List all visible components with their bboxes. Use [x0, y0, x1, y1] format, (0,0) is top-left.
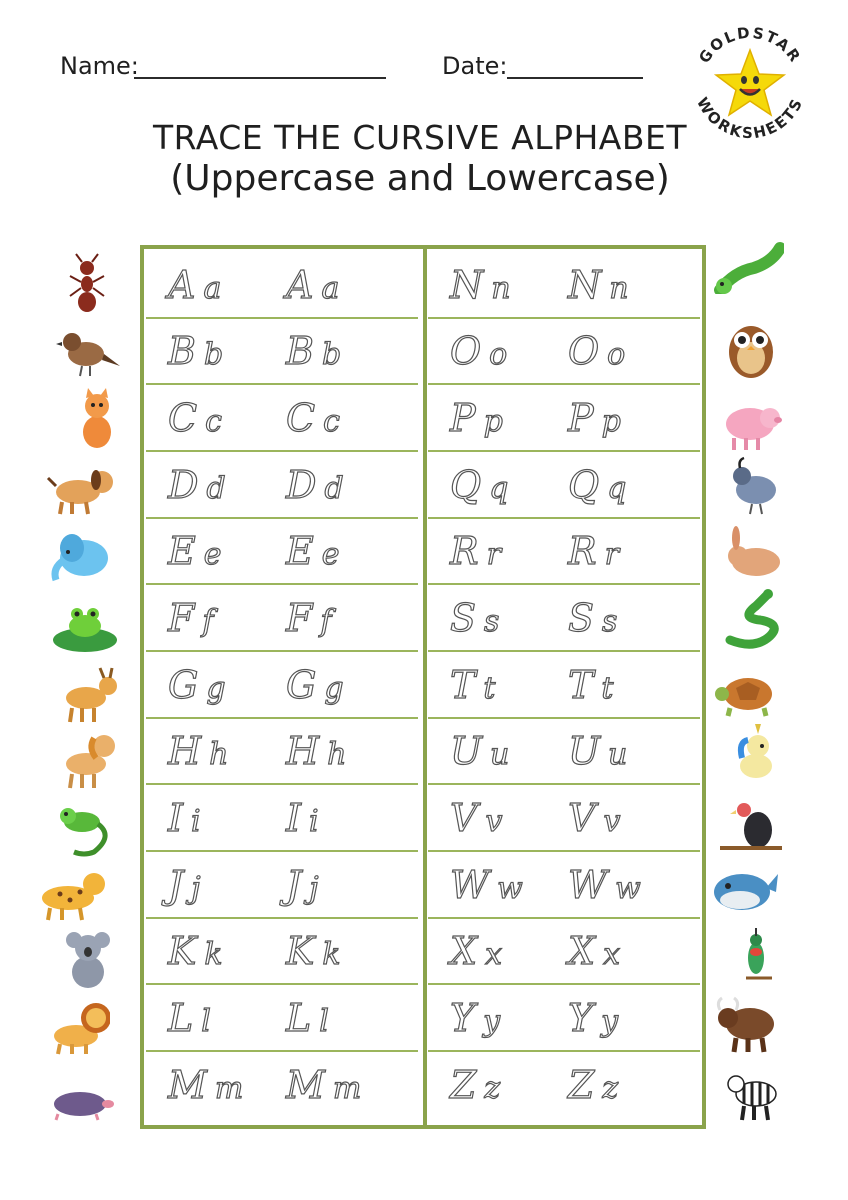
letter-row-j: [146, 855, 418, 919]
trace-n-2[interactable]: N n: [568, 263, 633, 307]
trace-y-2[interactable]: Y y: [568, 996, 623, 1040]
trace-a-1[interactable]: A a: [168, 263, 226, 307]
letter-row-a: [146, 255, 418, 319]
trace-b-2[interactable]: B b: [286, 329, 346, 373]
trace-b-1[interactable]: B b: [168, 329, 228, 373]
trace-c-2[interactable]: C c: [286, 396, 344, 440]
letter-row-g: [146, 655, 418, 719]
unicorn-icon: [720, 724, 790, 786]
letter-row-r: [428, 521, 700, 585]
letter-row-h: [146, 721, 418, 785]
newt-icon: [714, 232, 784, 294]
column-divider: [423, 249, 427, 1125]
trace-x-2[interactable]: X x: [568, 929, 624, 973]
mole-icon: [46, 1070, 116, 1132]
letter-row-p: [428, 388, 700, 452]
trace-z-1[interactable]: Z z: [450, 1063, 505, 1107]
cat-icon: [62, 388, 132, 450]
quail-icon: [720, 456, 790, 518]
trace-z-2[interactable]: Z z: [568, 1063, 623, 1107]
trace-k-1[interactable]: K k: [168, 929, 227, 973]
date-label: Date:: [442, 52, 508, 80]
trace-g-2[interactable]: G g: [286, 663, 348, 707]
trace-f-1[interactable]: F f: [168, 596, 218, 640]
letter-row-f: [146, 588, 418, 652]
trace-s-1[interactable]: S s: [450, 596, 504, 640]
snake-icon: [720, 588, 790, 650]
whale-icon: [710, 856, 780, 918]
trace-v-2[interactable]: V v: [568, 796, 625, 840]
letter-row-e: [146, 521, 418, 585]
trace-y-1[interactable]: Y y: [450, 996, 505, 1040]
trace-f-2[interactable]: F f: [286, 596, 336, 640]
trace-g-1[interactable]: G g: [168, 663, 230, 707]
letter-row-x: [428, 921, 700, 985]
trace-h-1[interactable]: H h: [168, 729, 233, 773]
star-icon: [716, 50, 784, 115]
trace-d-1[interactable]: D d: [168, 463, 230, 507]
trace-q-2[interactable]: Q q: [568, 463, 631, 507]
trace-i-2[interactable]: I i: [286, 796, 323, 840]
letter-row-w: [428, 855, 700, 919]
trace-j-1[interactable]: J j: [168, 863, 205, 907]
letters-column-n-z: [428, 255, 700, 1121]
trace-w-2[interactable]: W w: [568, 863, 645, 907]
trace-r-2[interactable]: R r: [568, 529, 623, 573]
trace-v-1[interactable]: V v: [450, 796, 507, 840]
trace-m-2[interactable]: M m: [286, 1063, 366, 1107]
letter-row-d: [146, 455, 418, 519]
rabbit-icon: [718, 522, 788, 584]
trace-e-1[interactable]: E e: [168, 529, 226, 573]
letter-row-l: [146, 988, 418, 1052]
turtle-icon: [712, 662, 782, 724]
letter-row-c: [146, 388, 418, 452]
elephant-icon: [46, 522, 116, 584]
letter-row-k: [146, 921, 418, 985]
trace-s-2[interactable]: S s: [568, 596, 622, 640]
letter-row-u: [428, 721, 700, 785]
iguana-icon: [54, 796, 124, 858]
jaguar-icon: [36, 860, 106, 922]
letter-row-z: [428, 1055, 700, 1119]
lion-icon: [40, 994, 110, 1056]
koala-icon: [54, 928, 124, 990]
trace-c-1[interactable]: C c: [168, 396, 226, 440]
dog-icon: [46, 454, 116, 516]
letter-row-s: [428, 588, 700, 652]
owl-icon: [716, 318, 786, 380]
letter-row-q: [428, 455, 700, 519]
trace-w-1[interactable]: W w: [450, 863, 527, 907]
letter-row-m: [146, 1055, 418, 1119]
letter-row-o: [428, 321, 700, 385]
trace-p-1[interactable]: P p: [450, 396, 507, 440]
ant-icon: [52, 252, 122, 314]
hummingbird-icon: [726, 928, 796, 990]
trace-d-2[interactable]: D d: [286, 463, 348, 507]
letter-row-i: [146, 788, 418, 852]
trace-q-1[interactable]: Q q: [450, 463, 513, 507]
trace-h-2[interactable]: H h: [286, 729, 351, 773]
trace-u-1[interactable]: U u: [450, 729, 514, 773]
pig-icon: [716, 392, 786, 454]
letter-row-y: [428, 988, 700, 1052]
trace-l-2[interactable]: L l: [286, 996, 333, 1040]
trace-x-1[interactable]: X x: [450, 929, 506, 973]
trace-u-2[interactable]: U u: [568, 729, 632, 773]
logo-text-top: GOLDSTAR: [695, 23, 805, 67]
trace-t-1[interactable]: T t: [450, 663, 500, 707]
goldstar-logo: [684, 20, 816, 152]
page-subtitle: (Uppercase and Lowercase): [170, 158, 670, 199]
trace-n-1[interactable]: N n: [450, 263, 515, 307]
trace-p-2[interactable]: P p: [568, 396, 625, 440]
bird-icon: [52, 320, 122, 382]
date-line[interactable]: [507, 77, 643, 79]
trace-r-1[interactable]: R r: [450, 529, 505, 573]
vulture-icon: [716, 796, 786, 858]
frog-icon: [50, 594, 120, 656]
trace-m-1[interactable]: M m: [168, 1063, 248, 1107]
tracing-board: [140, 245, 706, 1129]
goat-icon: [54, 664, 124, 726]
yak-icon: [714, 992, 784, 1054]
name-label: Name:: [60, 52, 139, 80]
trace-e-2[interactable]: E e: [286, 529, 344, 573]
logo-text-bottom: WORKSHEETS: [693, 94, 807, 143]
trace-l-1[interactable]: L l: [168, 996, 215, 1040]
page-title: TRACE THE CURSIVE ALPHABET: [152, 118, 688, 157]
name-line[interactable]: [134, 77, 386, 79]
letter-row-t: [428, 655, 700, 719]
letter-row-b: [146, 321, 418, 385]
trace-o-2[interactable]: O o: [568, 329, 630, 373]
letter-row-n: [428, 255, 700, 319]
letter-row-v: [428, 788, 700, 852]
zebra-icon: [720, 1062, 790, 1124]
trace-a-2[interactable]: A a: [286, 263, 344, 307]
trace-j-2[interactable]: J j: [286, 863, 323, 907]
trace-i-1[interactable]: I i: [168, 796, 205, 840]
trace-o-1[interactable]: O o: [450, 329, 512, 373]
letters-column-a-m: [146, 255, 418, 1121]
trace-t-2[interactable]: T t: [568, 663, 618, 707]
trace-k-2[interactable]: K k: [286, 929, 345, 973]
horse-icon: [54, 728, 124, 790]
